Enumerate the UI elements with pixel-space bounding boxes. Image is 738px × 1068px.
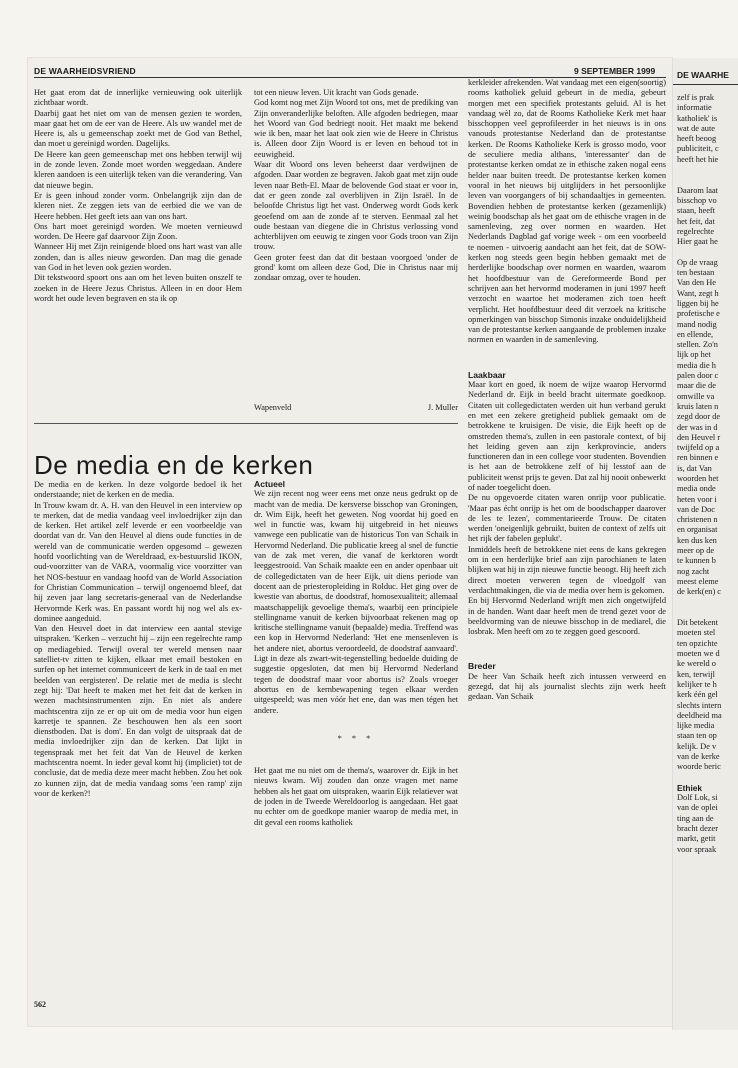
paragraph: De nu opgevoerde citaten waren onrijp voor publicatie. 'Maar pas écht onrijp is het om de boodschapper daarover de les te lezen', commentarieerde Trouw. De citaten werden 'oneigenlijk gebruikt, buiten de context of zelfs uit het rijk der fabelen geplukt'. bbox=[468, 493, 666, 544]
clipped-line: meer op de bbox=[677, 546, 715, 556]
clipped-line: ten opzichte bbox=[677, 638, 718, 648]
subheading-breder: Breder bbox=[468, 661, 496, 672]
clipped-line: christenen n bbox=[677, 515, 718, 525]
paragraph: In Trouw kwam dr. A. H. van den Heuvel in een interview op te merken, dat de media vandaag veel invloedrijker zijn dan de kerken. Het artikel zelf leverde er een voorbeeldje van doordat van dr. Van den Heuvel al diens oude functies in de wereld van de communicatie werden opgesomd – gewezen hoofd voorlichting van de Wereldraad, ex-bestuurslid IKON, oud-voorzitter van de VARA, voormalig vice voorzitter van het NOS-bestuur en vandaag hoofd van de World Association for Christian Communication – terwijl ongenoemd bleef, dat hij zeven jaar lang secretaris-generaal van de Nederlandse Hervormde Kerk was. En passant wordt hij nog wel als ex-dominee aangeduid. bbox=[34, 500, 242, 623]
clipped-line: en ellende, bbox=[677, 329, 714, 339]
subheading-actueel: Actueel bbox=[254, 479, 286, 489]
paragraph: We zijn recent nog weer eens met onze neus gedrukt op de macht van de media. De kersverse bisschop van Groningen, dr. Wim Eijk, heeft het geweten. Nog voordat hij goed en wel in functie was, kwam hij uitgebreid in het nieuws vanwege een publicatie van de historicus Ton van Schaik in Hervormd Nederland. Die publicatie kreeg al snel de functie van de zak met veren, die vanaf de kerktoren wordt leeggestrooid. Van Schaik maakte een en ander openbaar uit de collegedictaten van de heer Eijk, uit diens periode van docent aan de priesteropleiding in Rolduc. Het ging over de kwestie van abortus, de doodstraf, homosexualiteit; allemaal maatschappelijk gevoelige thema's, waarbij een principiele stellingname vanuit de kerken bijvoorbaat rekenen mag op kritische stellingname vanuit (bepaalde) media. Treffend was een kop in Hervormd Nederland: 'Het ene mensenleven is het andere niet, abortus veroordeeld, de doodstraf aanvaard'. Ligt in deze als zwart-wit-tegenstelling bedoelde duiding de suggestie opgesloten, dat men bij Hervormd Nederland tegen de doodstraf maar voor abortus is? Zoals vroeger abortus en de kernbewapening tegen elkaar werden uitgespeeld; was men vóór het ene, dan was men tégen het andere. bbox=[254, 489, 458, 715]
section-divider-stars: * * * bbox=[337, 733, 375, 743]
column-4 bbox=[254, 475, 458, 980]
paragraph: Wanneer Hij met Zijn reinigende bloed ons hart wast van alle zonden, dan is alles nieuw geworden. Dan mag die genade van God in het leven ook gezien worden. bbox=[34, 242, 242, 273]
clipped-line: nog zacht bbox=[677, 566, 710, 576]
issue-date: 9 SEPTEMBER 1999 bbox=[574, 66, 656, 76]
clipped-line: lijk op het bbox=[677, 350, 711, 360]
clipped-line: te kunnen b bbox=[677, 556, 716, 566]
subheading-ethiek: Ethiek bbox=[677, 782, 703, 793]
subheading-laakbaar: Laakbaar bbox=[468, 369, 506, 380]
paragraph: kerkleider afrekenden. Wat vandaag met een eigen(soortig) rooms katholiek geluid gebeurt in de media, gebeurt morgen met een specifiek protestants geluid. Al is het vandaag wèl zo, dat de Rooms Katholieke Kerk met haar bisschoppen veel geprofileerder in het nieuws is in ons vanouds protestantse Nederland dan de protestantse kerken. De Rooms Katholieke Kerk is grosso modo, voor de seculiere media althans, 'interessanter' dan de protestantse kerken omdat ze in ethische zaken nogal eens helder naar buiten treedt. De protestantse kerken komen vooral in het nieuws bij uitglijders in het persoonlijke leven van voorgangers of bij schandaaltjes in gemeenten. Bovendien hebben de protestantse kerken (gezamenlijk) weinig boodschap als het gaat om de ethische vragen in de samenleving, zeg over normen en waarden. Het Nederlands Dagblad gaf vorige week - om een voorbeeld te noemen - uitvoerig aandacht aan het feit, dat de SOW-kerken nog steeds geen begin hebben gemaakt met de herderlijke boodschap over normen en waarden, waarom het hoofdbestuur van de Gereformeerde Bond per schrijven aan het hervormd moderamen in juni 1997 heeft verzocht en waartoe het moderamen zich toen heeft verplicht. Het hoofdbestuur deed dit verzoek na kritische opmerkingen van bisschop Simonis inzake onduidelijkheid van de protestantse kerken aangaande de problemen inzake normen en waarden in de samenleving. bbox=[468, 78, 666, 345]
next-page-header: DE WAARHE bbox=[677, 70, 729, 80]
clipped-line: heeft beoog bbox=[677, 134, 717, 144]
clipped-line: zegd door de bbox=[677, 412, 721, 422]
paragraph: En bij Hervormd Nederland wrijft men zich ongetwijfeld in de handen. Want daar heeft men de trend gezet voor de beeldvorming van de nieuwe bisschop in de mediarel, die losbrak. Men heeft om zo te zeggen goed gescoord. bbox=[468, 596, 666, 637]
clipped-line: woorden het bbox=[677, 473, 719, 483]
clipped-line: slechts intern bbox=[677, 700, 722, 710]
column-2 bbox=[254, 88, 458, 392]
paragraph: Het gaat me nu niet om de thema's, waarover dr. Eijk in het nieuws kwam. Wij zouden dan onze vragen met name hebben als het gaat om uitspraken, waarin Eijk relatiever wat de joden in de Tweede Wereldoorlog is aangedaan. Het gaat nu echter om de goedkope manier waarop de media met, in dit geval een rooms katholiek bbox=[254, 766, 458, 827]
clipped-line: Daarom laat bbox=[677, 185, 719, 195]
paragraph: Inmiddels heeft de betrokkene niet eens de kans gekregen om in een herderlijke brief aan zijn parochianen te laten blijken wat hij in zijn nieuwe functie beoogt. Hij heeft zich direct moeten verweren tegen de vloedgolf van verdachtmakingen, die via de media over hem is gekomen. bbox=[468, 544, 666, 595]
clipped-line: der was in d bbox=[677, 422, 718, 432]
clipped-line: mand nodig bbox=[677, 319, 717, 329]
clipped-line: stellen. Zo'n bbox=[677, 340, 718, 350]
publication-name: DE WAARHEIDSVRIEND bbox=[34, 66, 136, 76]
paragraph: Er is geen inhoud zonder vorm. Onbelangrijk zijn dan de kleren niet. Ze zeggen iets van de eerbied die we van de Heere hebben. Het geeft iets aan van ons hart. bbox=[34, 190, 242, 221]
clipped-line: zelf is prak bbox=[677, 93, 715, 102]
clipped-line: is, dat Van bbox=[677, 463, 712, 473]
clipped-line: deeldheid ma bbox=[677, 710, 722, 720]
clipped-line: kelijk. De v bbox=[677, 741, 717, 751]
paragraph: Het gaat erom dat de innerlijke vernieuwing ook uiterlijk zichtbaar wordt. bbox=[34, 88, 242, 108]
clipped-line: moeten we d bbox=[677, 649, 720, 659]
paragraph: Maar kort en goed, ik noem de wijze waarop Hervormd Nederland dr. Eijk in beeld bracht uitermate goedkoop. Citaten uit collegedictaten werden uit hun verband gerukt en met een zekere gretigheid publiek gemaakt om de betrokkene te kruisigen. De visie, die Eijk heeft op de omstreden thema's, zullen in een pastorale context, of bij het leiding geven aan zijn kerkprovincie, anders functioneren dan in een college voor studenten. Bovendien is het aan de betrokkene zelf of hij lesstof aan de publiciteit wenst prijs te geven. Dat zal hij nooit onbewerkt of nader toegelicht doen. bbox=[468, 380, 666, 492]
clipped-line: palen door c bbox=[677, 371, 719, 381]
clipped-line: wat de aute bbox=[677, 123, 715, 133]
clipped-line: kruis laten n bbox=[677, 401, 719, 411]
clipped-line: het feit, dat bbox=[677, 216, 715, 226]
clipped-line: Op de vraag bbox=[677, 257, 718, 267]
clipped-line: van de oplei bbox=[677, 803, 718, 813]
page-number: 562 bbox=[34, 1000, 46, 1009]
clipped-line: voor spraak bbox=[677, 844, 717, 854]
signoff-author: J. Muller bbox=[427, 403, 458, 412]
column-1 bbox=[34, 88, 242, 460]
clipped-line: lijke media bbox=[677, 721, 715, 731]
column-5 bbox=[468, 78, 666, 978]
clipped-line: ken dus ken bbox=[677, 535, 717, 545]
clipped-line: liggen bij he bbox=[677, 298, 719, 308]
clipped-line: publiciteit, c bbox=[677, 144, 719, 154]
section-rule bbox=[34, 423, 458, 424]
paragraph: De heer Van Schaik heeft zich intussen verweerd en gezegd, dat hij als journalist slechts zijn werk heeft gedaan. Van Schaik bbox=[468, 671, 666, 702]
clipped-line: heten voor i bbox=[677, 494, 717, 504]
clipped-line: moeten stel bbox=[677, 628, 716, 638]
clipped-line: staan, heeft bbox=[677, 206, 715, 216]
clipped-line: profetische e bbox=[677, 309, 720, 319]
clipped-line: maar die de bbox=[677, 381, 716, 391]
clipped-line: heeft het hie bbox=[677, 154, 719, 164]
paragraph: Daarbij gaat het niet om van de mensen gezien te worden, maar gaat het om de eer van de Heere. Als uw wandel met de Heere is, als u gemeenschap zoekt met de God van Bethel, dan moet u gereinigd worden. Dagelijks. bbox=[34, 108, 242, 149]
clipped-line: meest eleme bbox=[677, 576, 719, 586]
clipped-line: katholiek' is bbox=[677, 113, 718, 123]
clipped-line: en organisat bbox=[677, 525, 718, 535]
column-3 bbox=[34, 480, 242, 980]
clipped-line: bracht dezer bbox=[677, 824, 718, 834]
clipped-line: Van den He bbox=[677, 278, 716, 288]
clipped-line: ken, terwijl bbox=[677, 669, 715, 679]
clipped-line: regelrechte bbox=[677, 226, 715, 236]
signoff bbox=[254, 403, 458, 412]
signoff-place: Wapenveld bbox=[254, 403, 292, 412]
clipped-line: Dit betekent bbox=[677, 618, 719, 628]
paragraph: De media en de kerken. In deze volgorde bedoel ik het onderstaande; niet de kerken en de media. bbox=[34, 480, 242, 500]
paragraph: Van den Heuvel doet in dat interview een aantal stevige uitspraken. 'Kerken – verzucht hij – zijn een regelrechte ramp op mediagebied. Terwijl overal ter wereld mensen naar satelliet-tv zitten te kijken, elkaar met email bestoken en surfen op het internet communiceert de kerk in de taal en met beelden van eergisteren'. De relatie met de media is slecht zegt hij: 'Dat heeft te maken met het feit dat de kerken in wezen machtsinstrumenten zijn. En niet als andere machtscentra zijn ze er op uit om de media voor hun eigen karretje te spannen. Ze beschouwen hen als een soort dienstboden. Dat is dom'. En dan volgt de uitspraak dat de media invloedrijker zijn dan de kerken. Dat lijkt in tegenspraak met het feit dat Van de Heuvel de kerken machtscentra noemt. In ieder geval komt hij (impliciet) tot de conclusie, dat de media deze meer macht hebben. Zou het ook zo kunnen zijn, dat de media vandaag soms 'een ramp' zijn voor de kerken?! bbox=[34, 624, 242, 798]
paragraph: Geen groter feest dan dat dit bestaan voorgoed 'onder de grond' komt om alleen deze God, Die in Christus naar mij zondaar omzag, over te houden. bbox=[254, 252, 458, 283]
next-page-edge bbox=[672, 58, 738, 1030]
clipped-line: Dolf Lok, si bbox=[677, 793, 718, 803]
clipped-line: de kerk(en) c bbox=[677, 587, 722, 597]
clipped-line: ren binnen e bbox=[677, 453, 719, 463]
paragraph: De Heere kan geen gemeenschap met ons hebben terwijl wij in de zonde leven. Zonde moet worden weggedaan. Andere kleren aandoen is een uiterlijk teken van die verandering. Van dat nieuwe begin. bbox=[34, 149, 242, 190]
paragraph: God komt nog met Zijn Woord tot ons, met de prediking van Zijn onveranderlijke beloften. Alle afgoden bedriegen, maar het Woord van God bedriegt nooit. Het maakt me bekend wie ik ben, maar het laat ook zien wie de Heere in Christus is. Alleen door Zijn Woord is er leven en behoud tot in eeuwigheid. bbox=[254, 98, 458, 159]
clipped-line: ke wereld o bbox=[677, 659, 716, 669]
clipped-line: kelijker te h bbox=[677, 679, 717, 689]
clipped-line: bisschop vo bbox=[677, 195, 717, 205]
clipped-line: markt, getit bbox=[677, 834, 716, 844]
clipped-line: Hier gaat he bbox=[677, 237, 718, 247]
paragraph: Dit tekstwoord spoort ons aan om het leven buiten onszelf te zoeken in de Heere Jezus Christus. Alleen in en door Hem wordt het oude leven begraven en sta ik op bbox=[34, 273, 242, 303]
clipped-line: informatie bbox=[677, 103, 712, 113]
paragraph: Waar dit Woord ons leven beheerst daar verdwijnen de afgoden. Daar worden ze begraven. Jakob gaat met zijn oude leven naar Beth-El. Maar de belovende God staat er voor in, dat er geen zonde zal overblijven in Zijn Israël. In de beloofde Christus ligt het vast. Onderweg wordt Gods kerk geoefend om aan de zonde af te sterven. Eenmaal zal het oude bestaan van diegene die in Christus verlossing vond achterblijven om eeuwig te zingen voor Gods troon van Zijn trouw. bbox=[254, 160, 458, 252]
clipped-line: Want, zegt h bbox=[677, 288, 719, 298]
clipped-line: kerk één gel bbox=[677, 690, 718, 700]
clipped-line: staan ten op bbox=[677, 731, 717, 741]
clipped-line: omwille va bbox=[677, 391, 715, 401]
paragraph: tot een nieuw leven. Uit kracht van Gods genade. bbox=[254, 88, 419, 97]
clipped-line: van de kerke bbox=[677, 752, 720, 761]
clipped-line: media die h bbox=[677, 360, 716, 370]
clipped-line: media onde bbox=[677, 484, 716, 494]
article-title: De media en de kerken bbox=[34, 450, 314, 480]
clipped-line: van de Doc bbox=[677, 504, 715, 514]
clipped-line: ting aan de bbox=[677, 813, 714, 823]
clipped-line: ten bestaan bbox=[677, 268, 715, 278]
clipped-line: twijfeld op a bbox=[677, 443, 720, 453]
paragraph: Ons hart moet gereinigd worden. We moeten vernieuwd worden. De Heere gaf daarvoor Zijn Zoon. bbox=[34, 221, 242, 242]
clipped-line: den Heuvel r bbox=[677, 432, 721, 442]
clipped-line: woorde beric bbox=[677, 762, 721, 772]
